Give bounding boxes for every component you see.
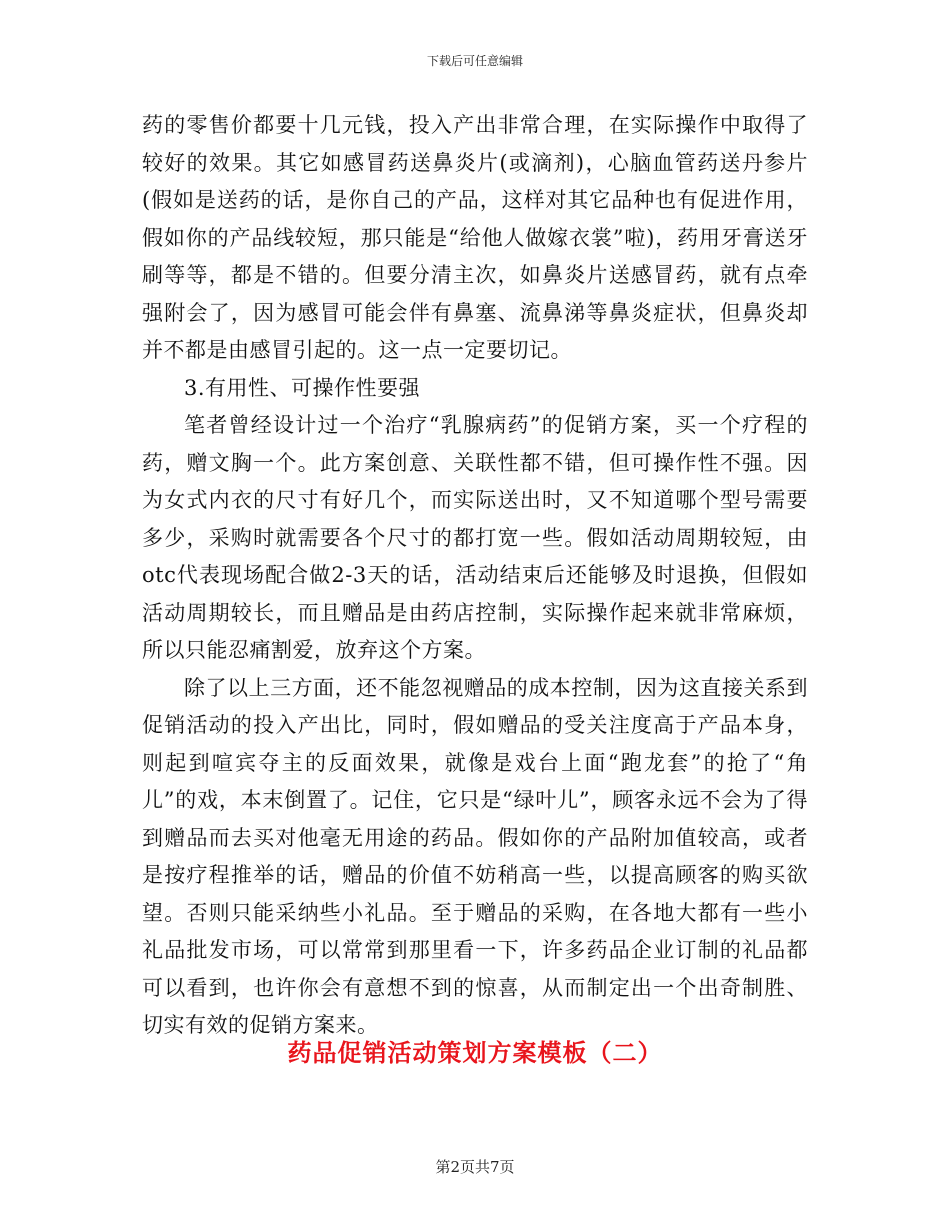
section-title: 药品促销活动策划方案模板（二） [287, 1038, 663, 1067]
page-header: 下载后可任意编辑 [426, 54, 523, 68]
paragraph-3: 除了以上三方面，还不能忽视赠品的成本控制，因为这直接关系到促销活动的投入产出比，同时，假如赠品的受关注度高于产品本身，则起到喧宾夺主的反面效果，就像是戏台上面“跑龙套”的抢了“角儿”的戏，本末倒置了。记住，它只是“绿叶儿”，顾客永远不会为了得到赠品而去买对他毫无用途的药品。假如你的产品附加值较高，或者是按疗程推举的话，赠品的价值不妨稍高一些，以提高顾客的购买欲望。否则只能采纳些小礼品。至于赠品的采购，在各地大都有一些小礼品批发市场，可以常常到那里看一下，许多药品企业订制的礼品都可以看到，也许你会有意想不到的惊喜，从而制定出一个出奇制胜、切实有效的促销方案来。 [142, 675, 808, 1037]
paragraph-2: 笔者曾经设计过一个治疗“乳腺病药”的促销方案，买一个疗程的药，赠文胸一个。此方案创意、关联性都不错，但可操作性不强。因为女式内衣的尺寸有好几个，而实际送出时，又不知道哪个型号需要多少，采购时就需要各个尺寸的都打宽一些。假如活动周期较短，由otc代表现场配合做2-3天的话，活动结束后还能够及时退换，但假如活动周期较长，而且赠品是由药店控制，实际操作起来就非常麻烦，所以只能忍痛割爱，放弃这个方案。 [142, 413, 808, 662]
subheading-3: 3.有用性、可操作性要强 [184, 375, 421, 400]
document-body [142, 107, 808, 1045]
page-footer: 第2页共7页 [435, 1158, 515, 1176]
paragraph-1: 药的零售价都要十几元钱，投入产出非常合理，在实际操作中取得了较好的效果。其它如感冒药送鼻炎片(或滴剂)，心脑血管药送丹参片(假如是送药的话，是你自己的产品，这样对其它品种也有促进作用，假如你的产品线较短，那只能是“给他人做嫁衣裳”啦)，药用牙膏送牙刷等等，都是不错的。但要分清主次，如鼻炎片送感冒药，就有点牵强附会了，因为感冒可能会伴有鼻塞、流鼻涕等鼻炎症状，但鼻炎却并不都是由感冒引起的。这一点一定要切记。 [142, 113, 808, 362]
